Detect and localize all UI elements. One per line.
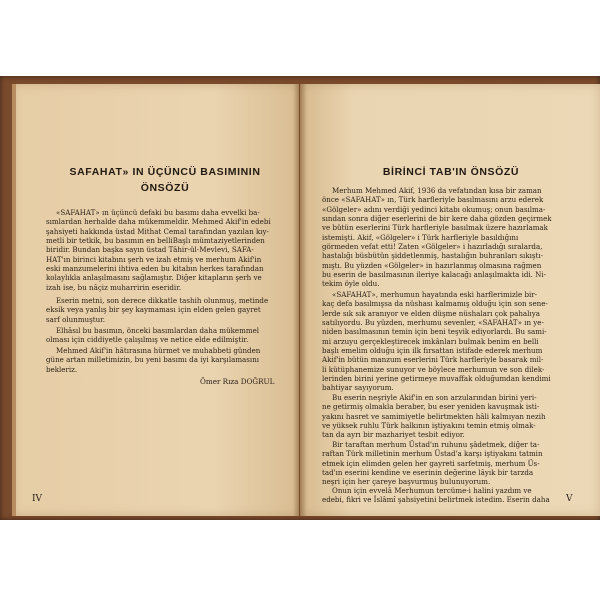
text-line: hastalığı büsbütün şiddetlenmiş, hastalığın buhranları sıkıştı-: [322, 251, 544, 261]
text-line: istemişti. Akif, «Gölgeler» i Türk harfleriyle basıldığını: [322, 232, 519, 242]
text-line: önce «SAFAHAT» ın, Türk harfleriyle basılmasını arzu ederek: [322, 195, 544, 205]
text-line: eksik veya yanlış bir şey kaymaması için elden gelen gayret: [46, 305, 261, 315]
text-line: kaç defa basılmışsa da nüshası kalmamış olduğu için son sene-: [322, 299, 548, 309]
text-line: sarf olunmuştur.: [46, 314, 106, 324]
right-paragraph-5: [322, 486, 578, 505]
left-heading-line1: SAFAHAT» IN ÜÇÜNCÜ BASIMININ: [69, 166, 261, 178]
text-line: bu eserin de basılmasının ileriye kalacağı anlaşılmakta idi. Ni-: [322, 270, 547, 280]
text-line: kolaylıkla anlaşılmasını sağlamıştır. Diğer kitapların şerh ve: [46, 273, 262, 283]
left-paragraph-2: [46, 296, 274, 324]
right-paragraph-2: [322, 290, 578, 393]
text-line: neşri için her çareye başvurmuş bulunuyorum.: [322, 477, 491, 487]
text-line: Onun için evvelâ Merhumun tercüme-i halini yazdım ve: [332, 486, 532, 495]
text-line: edebi, fikri ve İslâmî şahsiyetini belirtmek istedim. Eserin daha: [322, 495, 550, 505]
right-page-number: V: [566, 494, 573, 504]
text-line: tad'ın eserini kendine ve eserinin değerine lâyık bir tarzda: [322, 468, 534, 478]
left-paragraph-4: [46, 346, 274, 374]
text-line: «Gölgeler» adını verdiği yedinci kitabı okumuş; onun basılma-: [322, 204, 546, 214]
text-line: ne getirmiş olmakla beraber, bu eser yeniden kavuşmak isti-: [322, 402, 540, 412]
left-page-number: IV: [32, 494, 43, 504]
right-paragraph-3: [322, 393, 578, 440]
book-gutter: [293, 84, 307, 516]
text-line: görmeden vefat etti! Zaten «Gölgeler» i hazırladığı sıralarda,: [322, 242, 543, 252]
text-line: raftan Türk milletinin merhum Üstad'a karşı iştiyakını tatmin: [322, 449, 543, 459]
text-line: «SAFAHAT» ın üçüncü defaki bu basımı daha evvelki ba-: [56, 208, 260, 217]
text-line: Mehmed Akif'in hâtırasına hürmet ve muhabbeti günden: [56, 346, 261, 355]
left-heading-line2: ÖNSÖZÜ: [140, 182, 190, 194]
text-line: niden basılmasının temin için beni teşvik ediyorlardı. Bu sami-: [322, 327, 547, 337]
text-line: sından sonra diğer eserlerini de bir kere daha gözden geçirmek: [322, 214, 552, 224]
left-page-edge: [12, 84, 16, 516]
text-line: bahtiyar sayıyorum.: [322, 383, 394, 393]
text-line: bekleriz.: [46, 364, 78, 374]
text-line: Bir taraftan merhum Üstad'ın ruhunu şâdetmek, diğer ta-: [332, 440, 540, 449]
text-line: lerde sık sık aranıyor ve elden düşme nüshaları çok pahalıya: [322, 308, 540, 318]
text-line: ve yüksek ruhlu Türk halkının iştiyakını temin etmiş olmak-: [322, 421, 536, 431]
text-line: etmek için elimden gelen her gayreti sarfetmiş, merhum Üs-: [322, 458, 540, 468]
text-line: «SAFAHAT», merhumun hayatında eski harflerimizle bir-: [332, 290, 538, 299]
text-line: li kütüphanemize sunuyor ve böylece merhumun ve son dilek-: [322, 364, 545, 374]
text-line: güne artan milletimizin, bu yeni basımı da iyi karşılamasını: [46, 355, 260, 365]
text-line: Eserin metni, son derece dikkatle tashih olunmuş, metinde: [56, 296, 269, 305]
text-line: Bu eserin neşriyle Akif'in en son arzularından birini yeri-: [332, 393, 537, 402]
text-line: metli bir tetkik, bu basımın en belliBaşlı mümtaziyetlerinden: [46, 236, 265, 246]
text-line: ve bütün eserlerini Türk harfleriyle basılmak üzere hazırlamak: [322, 223, 548, 233]
text-line: yakını hasret ve samimiyetle belirtmekten hâli kalmıyan nezih: [322, 411, 546, 421]
text-line: tan da ayrı bir mazhariyet tesbit ediyor.: [322, 430, 465, 440]
text-line: Merhum Mehmed Akif, 1936 da vefatından kısa bir zaman: [332, 186, 542, 195]
right-paragraph-1: [322, 186, 578, 289]
text-line: lerinden birini yerine getirmeye muvaffak olduğumdan kendimi: [322, 374, 551, 384]
text-line: eski manzumelerini ihtiva eden bu kitabın herkes tarafından: [46, 264, 264, 274]
text-line: Elhâsıl bu basımın, önceki basımlardan daha mükemmel: [56, 326, 260, 335]
right-paragraph-4: [322, 440, 578, 487]
left-paragraph-1: [46, 208, 274, 292]
text-line: başlı emelim olduğu için ilk fırsattan istifade ederek merhum: [322, 346, 543, 356]
left-paragraph-3: [46, 326, 274, 345]
text-line: izah ise, bu nâçiz muharririn eseridir.: [46, 282, 182, 292]
text-line: biridir. Bundan başka sayın üstad Tâhir-ül-Mevlevi, SAFA-: [46, 245, 254, 255]
text-line: şahsiyeti hakkında üstad Mithat Cemal tarafından yazılan kıy-: [46, 226, 269, 236]
text-line: sımlardan herhalde daha mükemmeldir. Mehmed Akif'in edebi: [46, 217, 271, 227]
text-line: HAT'ın birinci kitabını şerh ve izah etmiş ve merhum Akif'in: [46, 254, 262, 264]
left-signature: Ömer Rıza DOĞRUL: [200, 377, 275, 386]
text-line: olması için ciddiyetle çalışılmış ve netice elde edilmiştir.: [46, 335, 249, 345]
text-line: tekim öyle oldu.: [322, 279, 380, 289]
text-line: mi arzuyu gerçekleştirecek imkânları bulmak benim en belli: [322, 336, 539, 346]
text-line: satılıyordu. Bu yüzden, merhumu sevenler, «SAFAHAT» ın ye-: [322, 318, 544, 328]
text-line: mıştı. Bu yüzden «Gölgeler» in hazırlanmış olmasına rağmen: [322, 260, 542, 270]
text-line: Akif'in bütün manzum eserlerini Türk harfleriyle basarak mil-: [322, 355, 544, 365]
right-heading: BİRİNCİ TAB'IN ÖNSÖZÜ: [382, 166, 520, 178]
